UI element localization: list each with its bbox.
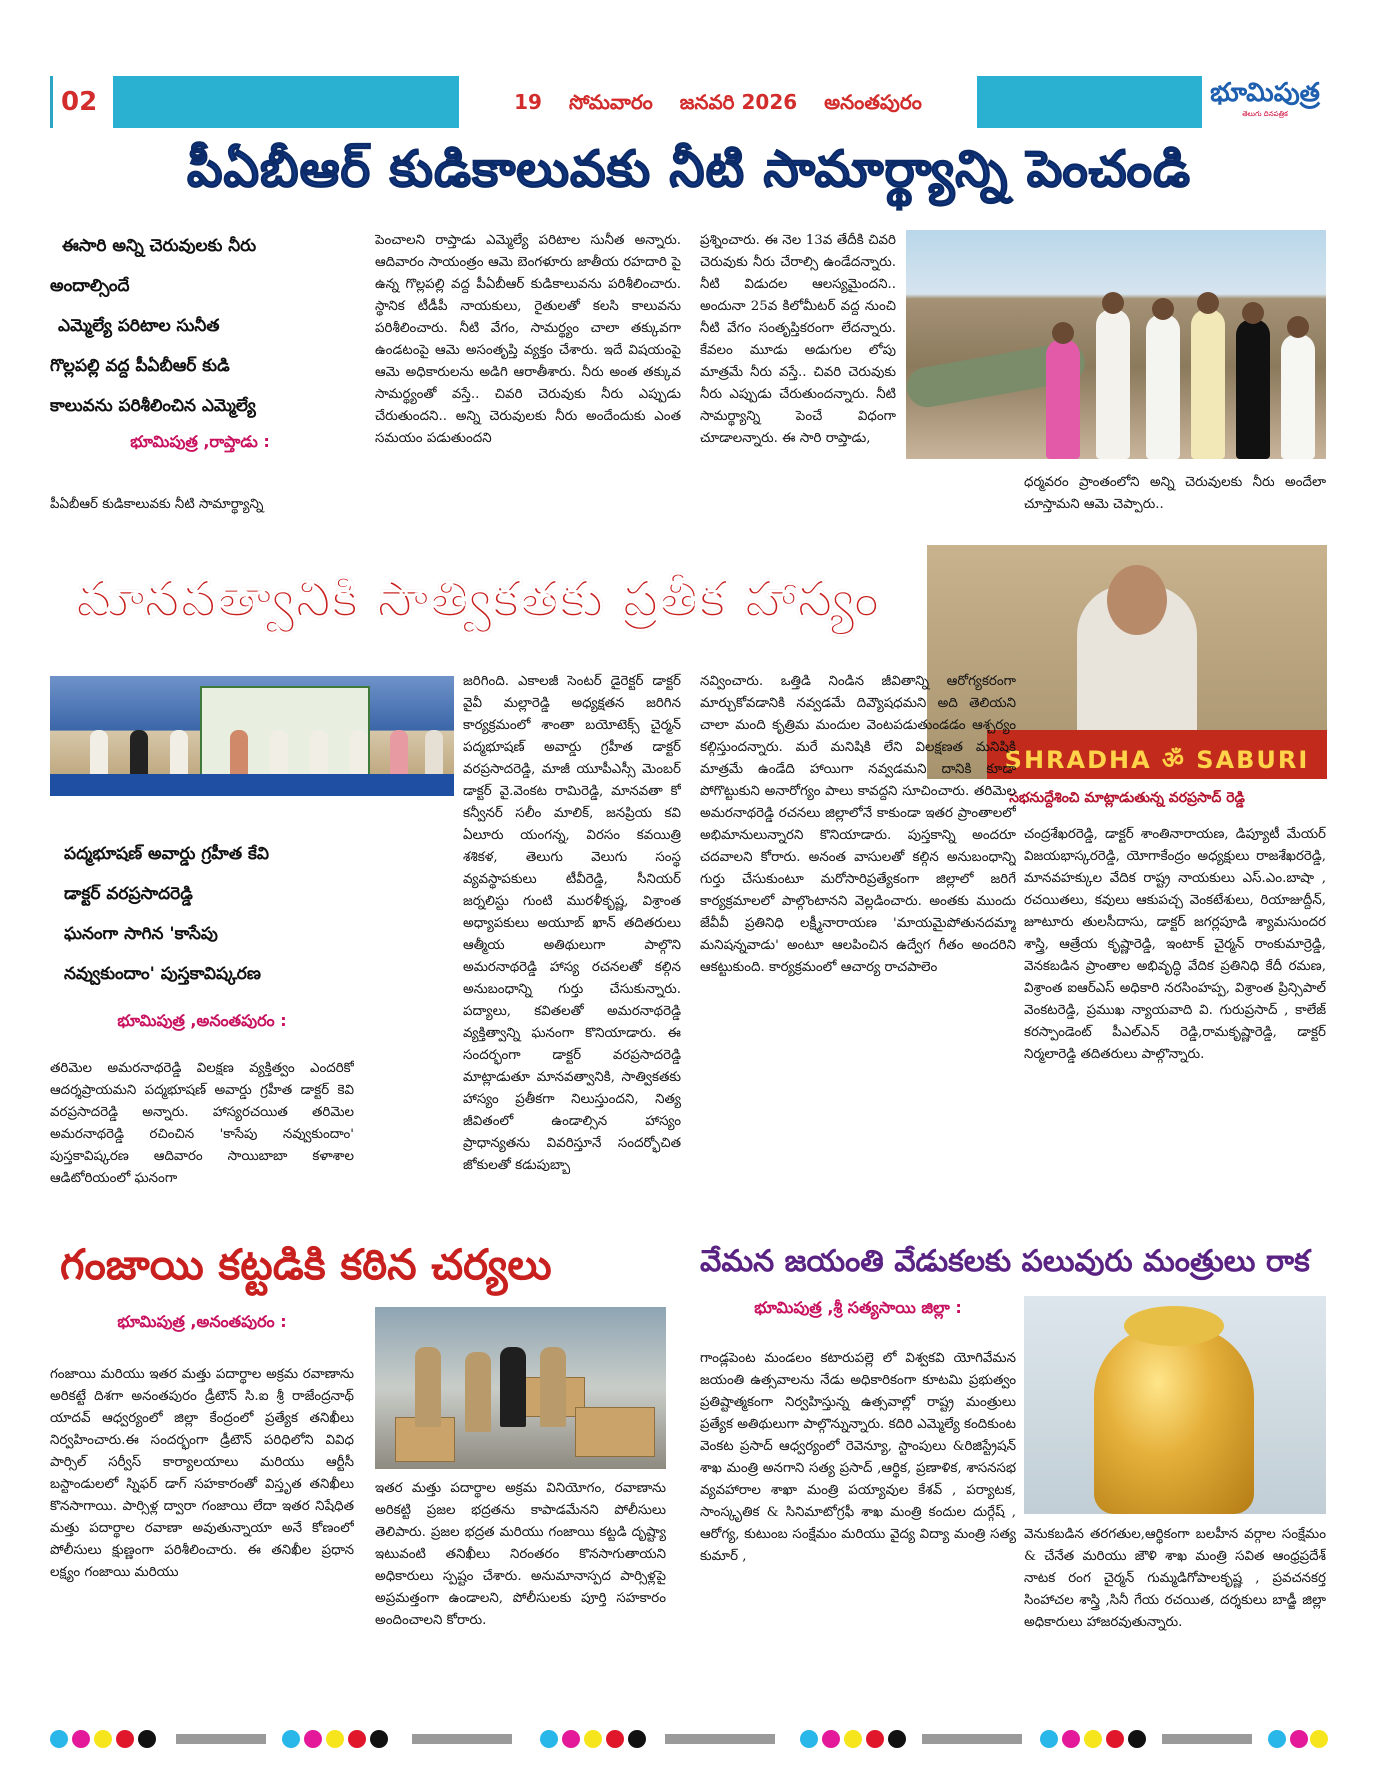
article2-col3: నవ్వించారు. ఒత్తిడి నిండిన జీవితాన్ని ఆరోగ్యకరంగా మార్చుకోవడానికి నవ్వడమే దివ్యౌషధమని అది తెలియని చాలా మంది కృత్రిమ మందుల వెంటపడుతుండడం ఆశ్చర్యం కల్గిస్తుందన్నారు. మరే మనిషికి లేని విలక్షణత మనిషికి మాత్రమే ఉండేది హాయిగా నవ్వడమని దానికి కూడా పోగొట్టుకుని అనారోగ్యం పాలు కావద్దని సూచించారు. తరిమెల అమరనాథరెడ్డి రచనలు జిల్లాలోనే కాకుండా ఇతర ప్రాంతాలలో అభిమానులున్నారని కొనియాడారు. పుస్తకాన్ని అందరూ చదవాలని కోరారు. అనంత వాసులతో కల్గిన అనుబంధాన్ని గుర్తు చేసుకుంటూ మరోసారిప్రత్యేకంగా జిల్లాలో జరిగే కార్యక్రమాలలో పాల్గొంటానని వెల్లడించారు. అంతకు ముందు జేవీవీ ప్రతినిధి లక్ష్మీనారాయణ 'మాయమైపోతునదమ్మా మనిషన్నవాడు' అంటూ ఆలపించిన ఉద్వేగ గీతం అందరిని ఆకట్టుకుంది. కార్యక్రమంలో ఆచార్య రాచపాలెం xyxy=(700,674,1016,975)
registration-dot-red xyxy=(348,1730,366,1748)
issue-day: 19 xyxy=(514,90,542,114)
article3-col2: ఇతర మత్తు పదార్థాల అక్రమ వినియోగం, రవాణాను అరికట్టి ప్రజల భద్రతను కాపాడమేనని పోలీసులు తెలిపారు. ప్రజల భద్రత మరియు గంజాయి కట్టడి దృష్ట్యా ఇటువంటి తనిఖీలు నిరంతరం కొనసాగుతాయని అధికారులు స్పష్టం చేశారు. అనుమానాస్పద పార్సిళ్లపై అప్రమత్తంగా ఉండాలని, పోలీసులకు పూర్తి సహకారం అందించాలని కోరారు. xyxy=(375,1481,666,1628)
article1-col4: ధర్మవరం ప్రాంతంలోని అన్ని చెరువులకు నీరు అందేలా చూస్తామని ఆమె చెప్పారు.. xyxy=(1024,475,1326,512)
photo-person xyxy=(390,730,408,778)
registration-dot-black xyxy=(628,1730,646,1748)
article4-headline: వేమన జయంతి వేడుకలకు పలువురు మంత్రులు రాక xyxy=(700,1244,1310,1279)
registration-dot-red xyxy=(116,1730,134,1748)
registration-dot-red xyxy=(866,1730,884,1748)
article1-col1: పీఏబీఆర్ కుడికాలువకు నీటి సామార్థ్యాన్ని xyxy=(50,497,264,512)
article1-subhead-4: గొల్లపల్లి వద్ద పీఏబీఆర్ కుడి xyxy=(50,356,230,376)
registration-dot-yellow xyxy=(844,1730,862,1748)
article1-subheads xyxy=(50,226,350,426)
print-registration-bar xyxy=(50,1728,1328,1750)
article2-col1: తరిమెల అమరనాథరెడ్డి విలక్షణ వ్యక్తిత్వం ఎందరికో ఆదర్శప్రాయమని పద్మభూషణ్ అవార్డు గ్రహీత డాక్టర్ కెవి వరప్రసాదరెడ్డి అన్నారు. హాస్యరచయిత తరిమెల అమరనాథరెడ్డి రచించిన 'కాసేపు నవ్వుకుందాం' పుస్తకావిష్కరణ ఆదివారం సాయిబాబా కళాశాల ఆడిటోరియంలో ఘనంగా xyxy=(50,1061,354,1186)
logo-subtext: తెలుగు దినపత్రిక xyxy=(1242,110,1288,118)
article2-col2-top xyxy=(463,671,681,1221)
article1-col2: పెంచాలని రాప్తాడు ఎమ్మెల్యే పరిటాల సునీత అన్నారు. ఆదివారం సాయంత్రం ఆమె బెంగళూరు జాతీయ రహదారి పై ఉన్న గొల్లపల్లి వద్ద పీఏబీఆర్ కుడికాలువను పరిశీలించారు. స్థానిక టీడీపీ నాయకులు, రైతులతో కలసి కాలువను పరిశీలించారు. నీటి వేగం, సామర్థ్యం చాలా తక్కువగా ఉండటంపై ఆమె అసంతృప్తి వ్యక్తం చేశారు. ఇదే విషయంపై ఆమె అధికారులను అడిగి ఆరాతీశారు. నీరు అంత తక్కువ సామర్థ్యంతో వస్తే.. చివరి చెరువుకు నీరు ఎప్పుడు చేరుతుందని.. అన్ని చెరువులకు నీరు అందేందుకు ఎంత సమయం పడుతుందని xyxy=(375,233,681,446)
photo-person xyxy=(1096,309,1130,459)
police-officer xyxy=(540,1347,566,1427)
issue-city: అనంతపురం xyxy=(824,90,922,114)
registration-dot-magenta xyxy=(822,1730,840,1748)
issue-weekday: సోమవారం xyxy=(568,90,653,114)
parcel-box xyxy=(575,1407,655,1457)
photo-person-head xyxy=(1052,322,1074,344)
article2-col4: చంద్రశేఖరరెడ్డి, డాక్టర్ శాంతినారాయణ, డిప్యూటీ మేయర్ విజయభాస్కరరెడ్డి, యోగాకేంద్రం అధ్యక్షులు రాజశేఖరరెడ్డి, మానవహక్కుల వేదిక రాష్ట్ర నాయకులు ఎస్.ఎం.బాషా , రచయితలు, కవులు ఆకుపచ్చ వెంకటేశులు, రియాజుద్దీన్, జూటూరు తులసీదాసు, డాక్టర్ జగర్లపూడి శ్యామసుందర శాస్త్రి, ఆత్రేయ కృష్ణారెడ్డి, ఇంటాక్ చైర్మన్ రాంకుమార్రెడ్డి, వెనకబడిన ప్రాంతాల అభివృద్ధి వేదిక ప్రతినిధి కేదీ రమణ, విశ్రాంత ఐఆర్ఎస్ అధికారి నరసింహప్ప, విశ్రాంత ప్రిన్సిపాల్ వెంకటరెడ్డి, ప్రముఖ న్యాయవాది వి. గురుప్రసాద్ , కాలేజ్ కరస్పాండెంట్ పీఎల్ఎన్ రెడ్డి,రామకృష్ణారెడ్డి, డాక్టర్ నిర్మలారెడ్డి తదితరులు పాల్గొన్నారు. xyxy=(1024,827,1326,1062)
article1-subhead-2: అందాల్సిందే xyxy=(50,276,130,296)
golden-statue xyxy=(1094,1326,1254,1514)
speaker-face xyxy=(1107,565,1167,635)
registration-dot-black xyxy=(370,1730,388,1748)
registration-gray-bar xyxy=(922,1734,1022,1744)
newspaper-logo xyxy=(1202,76,1328,128)
article1-subhead-3: ఎమ్మెల్యే పరిటాల సునీత xyxy=(58,316,220,336)
article2-photo-caption: సభనుద్దేశించి మాట్లాడుతున్న వరప్రసాద్ రెడ్డి xyxy=(1009,790,1245,806)
masthead-color-band-left xyxy=(113,76,459,128)
registration-gray-bar xyxy=(176,1734,266,1744)
registration-dot-red xyxy=(1106,1730,1124,1748)
article4-col2: వెనుకబడిన తరగతుల,ఆర్థికంగా బలహీన వర్గాల సంక్షేమం & చేనేత మరియు జౌళి శాఖ మంత్రి సవిత ఆంధ్రప్రదేశ్ నాటక రంగ చైర్మన్ గుమ్మడిగోపాలకృష్ణ , ప్రవచనకర్త సింహాచల శాస్త్రి ,సినీ గేయ రచయిత, దర్శకులు బాడ్జీ జిల్లా అధికారులు హాజరవుతున్నారు. xyxy=(1024,1527,1326,1630)
photo-person xyxy=(130,730,148,778)
podium-banner: SHRADHA ॐ SABURI xyxy=(987,730,1327,779)
article1-headline: పీఏబీఆర్ కుడికాలువకు నీటి సామార్థ్యాన్ని పెంచండి xyxy=(186,140,1192,198)
registration-dot-cyan xyxy=(1040,1730,1058,1748)
photo-person xyxy=(310,730,328,778)
article3-photo-police-inspection xyxy=(375,1307,666,1469)
article4-dateline: భూమిపుత్ర ,శ్రీ సత్యసాయి జిల్లా : xyxy=(754,1298,962,1317)
photo-person xyxy=(1146,314,1180,459)
article2-headline: మానవత్వానికి సాత్వికతకు ప్రతీక హాస్యం xyxy=(76,570,881,628)
photo-person-head xyxy=(1242,302,1264,324)
photo-person xyxy=(230,730,248,778)
article1-photo-canal-inspection xyxy=(906,230,1326,459)
issue-date xyxy=(459,76,977,128)
photo-person xyxy=(170,730,188,778)
photo-person-head xyxy=(1152,298,1174,320)
statue-head xyxy=(1124,1306,1224,1346)
photo-person xyxy=(1046,339,1080,459)
registration-dot-yellow xyxy=(1084,1730,1102,1748)
article4-col1: గాండ్లపెంట మండలం కటారుపల్లె లో విశ్వకవి యోగివేమన జయంతి ఉత్సవాలను నేడు అధికారికంగా కూటమి ప్రభుత్వం ప్రతిష్టాత్మకంగా నిర్వహిస్తున్న ఉత్సవాల్లో రాష్ట్ర మంత్రులు ప్రత్యేక అతిథులుగా పాల్గొన్నున్నారు. కదిరి ఎమ్మెల్యే కందికుంట వెంకట ప్రసాద్ ఆధ్వర్యంలో రెవెన్యూ, స్టాంపులు &రిజిస్ట్రేషన్ శాఖ మంత్రి అనగాని సత్య ప్రసాద్ ,ఆర్థిక, ప్రణాళిక, శాసనసభ వ్యవహారాల శాఖా మంత్రి పయ్యావుల కేశవ్ , పర్యాటక, సాంస్కృతిక & సినిమాటోగ్రఫీ శాఖ మంత్రి కందుల దుర్గేష్ , ఆరోగ్య, కుటుంబ సంక్షేమం మరియు వైద్య విద్యా మంత్రి సత్య కుమార్ , xyxy=(700,1351,1016,1564)
page-number: 02 xyxy=(50,76,110,128)
registration-dot-black xyxy=(888,1730,906,1748)
article3-col1: గంజాయి మరియు ఇతర మత్తు పదార్థాల అక్రమ రవాణాను అరికట్టే దిశగా అనంతపురం డ్రీటౌన్ సి.ఐ శ్రీ రాజేంద్రనాథ్ యాదవ్ ఆధ్వర్యంలో జిల్లా కేంద్రంలో ప్రత్యేక తనిఖీలు నిర్వహించారు.ఈ సందర్భంగా డ్రీటౌన్ పరిధిలోని వివిధ పార్సిల్ సర్వీస్ కార్యాలయాలు మరియు ఆర్టీసీ బస్టాండులలో స్నిఫర్ డాగ్ సహకారంతో విస్తృత తనిఖీలు కొనసాగాయి. పార్సిళ్ల ద్వారా గంజాయి లేదా ఇతర నిషేధిత మత్తు పదార్థాల రవాణా అవుతున్నాయా అనే కోణంలో పోలీసులు క్షుణ్ణంగా పరిశీలించారు. ఈ తనిఖీల ప్రధాన లక్ష్యం గంజాయి మరియు xyxy=(50,1367,354,1580)
registration-dot-yellow xyxy=(1310,1730,1328,1748)
article2-subhead-1: పద్మభూషణ్ అవార్డు గ్రహీత కేవి xyxy=(64,844,269,864)
registration-dot-cyan xyxy=(540,1730,558,1748)
article1-subhead-1: ఈసారి అన్ని చెరువులకు నీరు xyxy=(62,236,257,256)
photo-person xyxy=(1236,319,1270,459)
article3-dateline: భూమిపుత్ర ,అనంతపురం : xyxy=(117,1312,287,1331)
police-officer xyxy=(465,1352,491,1432)
photo-person xyxy=(350,730,368,778)
photo-person-head xyxy=(1287,316,1309,338)
article2-col2: జరిగింది. ఎకాలజీ సెంటర్ డైరెక్టర్ డాక్టర్ వైవీ మల్లారెడ్డి అధ్యక్షతన జరిగిన కార్యక్రమంలో శాంతా బయోటెక్స్ చైర్మన్ పద్మభూషణ్ అవార్డు గ్రహీత డాక్టర్ వరప్రసాదరెడ్డి, మాజీ యూపీఎస్సీ మెంబర్ డాక్టర్ వై.వెంకట రామిరెడ్డి, మానవతా కో కన్వీనర్ సలీం మాలిక్, జనప్రియ కవి ఏలూరు యంగన్న, విరసం కవయిత్రి శశికళ, తెలుగు వెలుగు సంస్థ వ్యవస్థాపకులు టీవీరెడ్డి, సీనియర్ జర్నలిస్టు గుంటి మురళీకృష్ణ, విశ్రాంత అధ్యాపకులు అయూబ్ ఖాన్ తదితరులు ఆత్మీయ అతిథులుగా పాల్గొని అమరనాథరెడ్డి హాస్య రచనలతో కల్గిన అనుబంధాన్ని గుర్తు చేసుకున్నారు. పద్యాలు, కవితలతో అమరనాథరెడ్డి వ్యక్తిత్వాన్ని ఘనంగా కొనియాడారు. ఈ సందర్భంగా డాక్టర్ వరప్రసాదరెడ్డి మాట్లాడుతూ మానవత్వానికి, సాత్వికతకు హాస్యం ప్రతీకగా నిలుస్తుందని, నిత్య జీవితంలో ఉండాల్సిన హాస్యం ప్రాధాన్యతను వివరిస్తూనే సందర్భోచిత జోకులతో కడుపుబ్బా xyxy=(463,674,681,1173)
article3-headline: గంజాయి కట్టడికి కఠిన చర్యలు xyxy=(60,1240,552,1289)
registration-dot-cyan xyxy=(800,1730,818,1748)
registration-dot-cyan xyxy=(1268,1730,1286,1748)
article2-subhead-4: నవ్వుకుందాం' పుస్తకావిష్కరణ xyxy=(64,964,261,984)
masthead-strip xyxy=(50,76,1328,128)
registration-dot-magenta xyxy=(304,1730,322,1748)
article1-col3: ప్రశ్నించారు. ఈ నెల 13వ తేదీకి చివరి చెరువుకు నీరు చేరాల్సి ఉండేదన్నారు. నీటి విడుదల ఆలస్యమైందని.. అందునా 25వ కిలోమీటర్ వద్ద నుంచి నీటి వేగం సంతృప్తికరంగా లేదన్నారు. కేవలం మూడు అడుగుల లోపు మాత్రమే నీరు వస్తే.. చివరి చెరువుకు నీరు ఎప్పుడు చేరుతుందన్నారు. నీటి సామర్థ్యాన్ని పెంచే విధంగా చూడాలన్నారు. ఈ సారి రాప్తాడు, xyxy=(700,233,896,446)
registration-dot-black xyxy=(1128,1730,1146,1748)
registration-dot-black xyxy=(138,1730,156,1748)
issue-month-year: జనవరి 2026 xyxy=(679,90,798,114)
article4-photo-vemana-statue xyxy=(1024,1296,1326,1514)
registration-dot-magenta xyxy=(1290,1730,1308,1748)
masthead-color-band-right xyxy=(977,76,1202,128)
registration-dot-yellow xyxy=(94,1730,112,1748)
registration-dot-yellow xyxy=(584,1730,602,1748)
police-officer xyxy=(415,1347,441,1427)
photo-person xyxy=(425,730,443,778)
photo-person-head xyxy=(1102,292,1124,314)
article2-subhead-2: డాక్టర్ వరప్రసాదరెడ్డి xyxy=(64,884,193,904)
registration-gray-bar xyxy=(665,1734,775,1744)
photo-person xyxy=(1191,309,1225,459)
article1-subhead-5: కాలువను పరిశీలించిన ఎమ్మెల్యే xyxy=(50,396,256,416)
photo-person xyxy=(270,730,288,778)
article1-dateline: భూమిపుత్ర ,రాప్తాడు : xyxy=(130,432,270,451)
article2-subhead-3: ఘనంగా సాగిన 'కాసేపు xyxy=(64,924,218,944)
registration-gray-bar xyxy=(412,1734,512,1744)
registration-dot-red xyxy=(606,1730,624,1748)
logo-text: భూమిపుత్ర xyxy=(1210,78,1320,108)
registration-dot-cyan xyxy=(282,1730,300,1748)
photo-person xyxy=(1281,334,1315,459)
registration-dot-yellow xyxy=(326,1730,344,1748)
registration-dot-magenta xyxy=(1062,1730,1080,1748)
registration-dot-magenta xyxy=(562,1730,580,1748)
article2-photo-book-release xyxy=(50,676,454,796)
photo-person xyxy=(90,730,108,778)
photo-person-head xyxy=(1197,292,1219,314)
police-officer xyxy=(500,1347,526,1427)
stage-table xyxy=(50,774,454,796)
registration-dot-cyan xyxy=(50,1730,68,1748)
article2-subheads xyxy=(64,834,364,994)
registration-gray-bar xyxy=(1162,1734,1252,1744)
registration-dot-magenta xyxy=(72,1730,90,1748)
article2-dateline: భూమిపుత్ర ,అనంతపురం : xyxy=(117,1011,287,1030)
